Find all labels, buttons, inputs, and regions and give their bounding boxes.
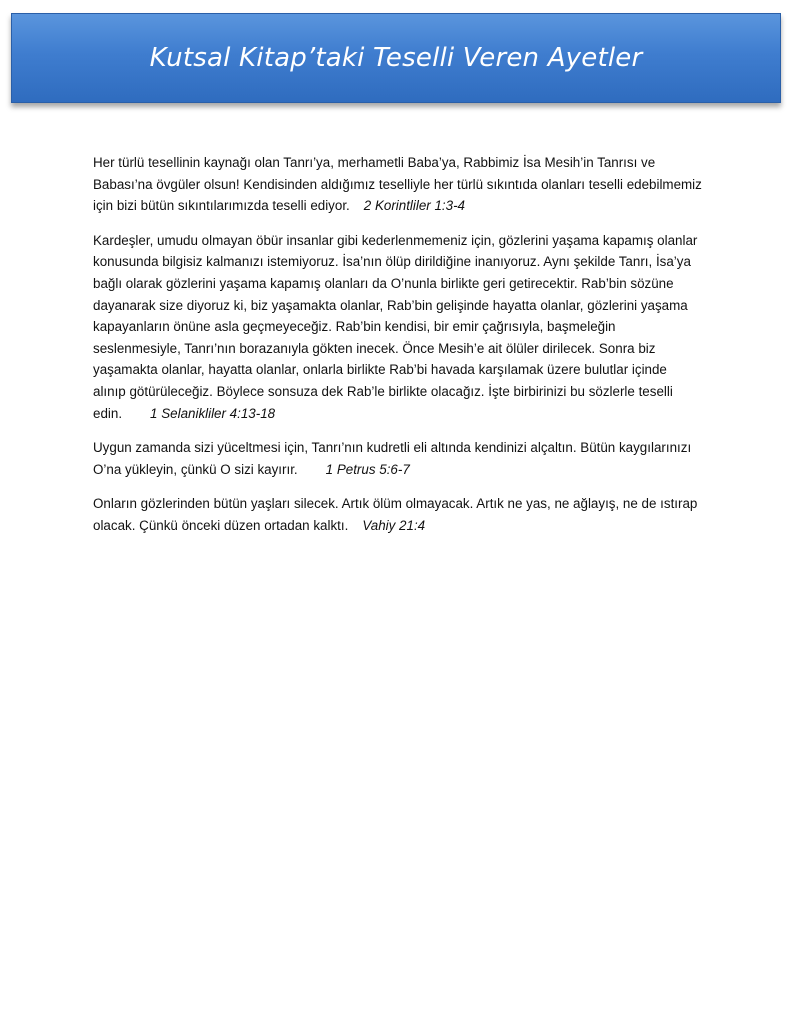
verse-text: Onların gözlerinden bütün yaşları silecek. Artık ölüm olmayacak. Artık ne yas, ne ağlayış, ne de ıstırap olacak. Çünkü önceki düzen ortadan kalktı. <box>93 496 698 533</box>
verse-reference: 1 Petrus 5:6-7 <box>325 461 410 477</box>
verse-reference: 1 Selanikliler 4:13-18 <box>150 405 276 421</box>
verse-paragraph <box>93 493 703 536</box>
verse-text: Her türlü tesellinin kaynağı olan Tanrı’ya, merhametli Baba’ya, Rabbimiz İsa Mesih’in Tanrısı ve Babası’na övgüler olsun! Kendisinden aldığımız teselliyle her türlü sıkıntıda olanları teselli edebilmemiz için bizi bütün sıkıntılarımızda teselli ediyor. <box>93 155 702 214</box>
page-title: Kutsal Kitap’taki Teselli Veren Ayetler <box>149 43 643 73</box>
title-banner <box>11 13 781 103</box>
verse-paragraph <box>93 230 703 424</box>
verse-list <box>93 152 703 550</box>
verse-text: Uygun zamanda sizi yüceltmesi için, Tanrı’nın kudretli eli altında kendinizi alçaltın. Bütün kaygılarınızı O’na yükleyin, çünkü O sizi kayırır. <box>93 440 692 477</box>
verse-reference: 2 Korintliler 1:3-4 <box>363 198 466 214</box>
verse-paragraph <box>93 152 703 217</box>
verse-text: Kardeşler, umudu olmayan öbür insanlar gibi kederlenmemeniz için, gözlerini yaşama kapamış olanlar konusunda bilgisiz kalmanızı istemiyoruz. İsa’nın ölüp dirildiğine inanıyoruz. Aynı şekilde Tanrı, İsa’ya bağlı olarak gözlerini yaşama kapamış olanları da O’nunla birlikte geri getirecektir. Rab’bin sözüne dayanarak size diyoruz ki, biz yaşamakta olanlar, Rab’bin gelişinde hayatta olanlar, gözlerini yaşama kapayanların önüne asla geçmeyeceğiz. Rab’bin kendisi, bir emir çağrısıyla, başmeleğin seslenmesiyle, Tanrı’nın borazanıyla gökten inecek. Önce Mesih’e ait ölüler dirilecek. Sonra biz yaşamakta olanlar, hayatta olanlar, onlarla birlikte Rab’bi havada karşılamak üzere bulutlar içinde alınıp götürüleceğiz. Böylece sonsuza dek Rab’le birlikte olacağız. İşte birbirinizi bu sözlerle teselli edin. <box>93 232 698 421</box>
verse-reference: Vahiy 21:4 <box>362 517 426 533</box>
verse-paragraph <box>93 437 703 480</box>
